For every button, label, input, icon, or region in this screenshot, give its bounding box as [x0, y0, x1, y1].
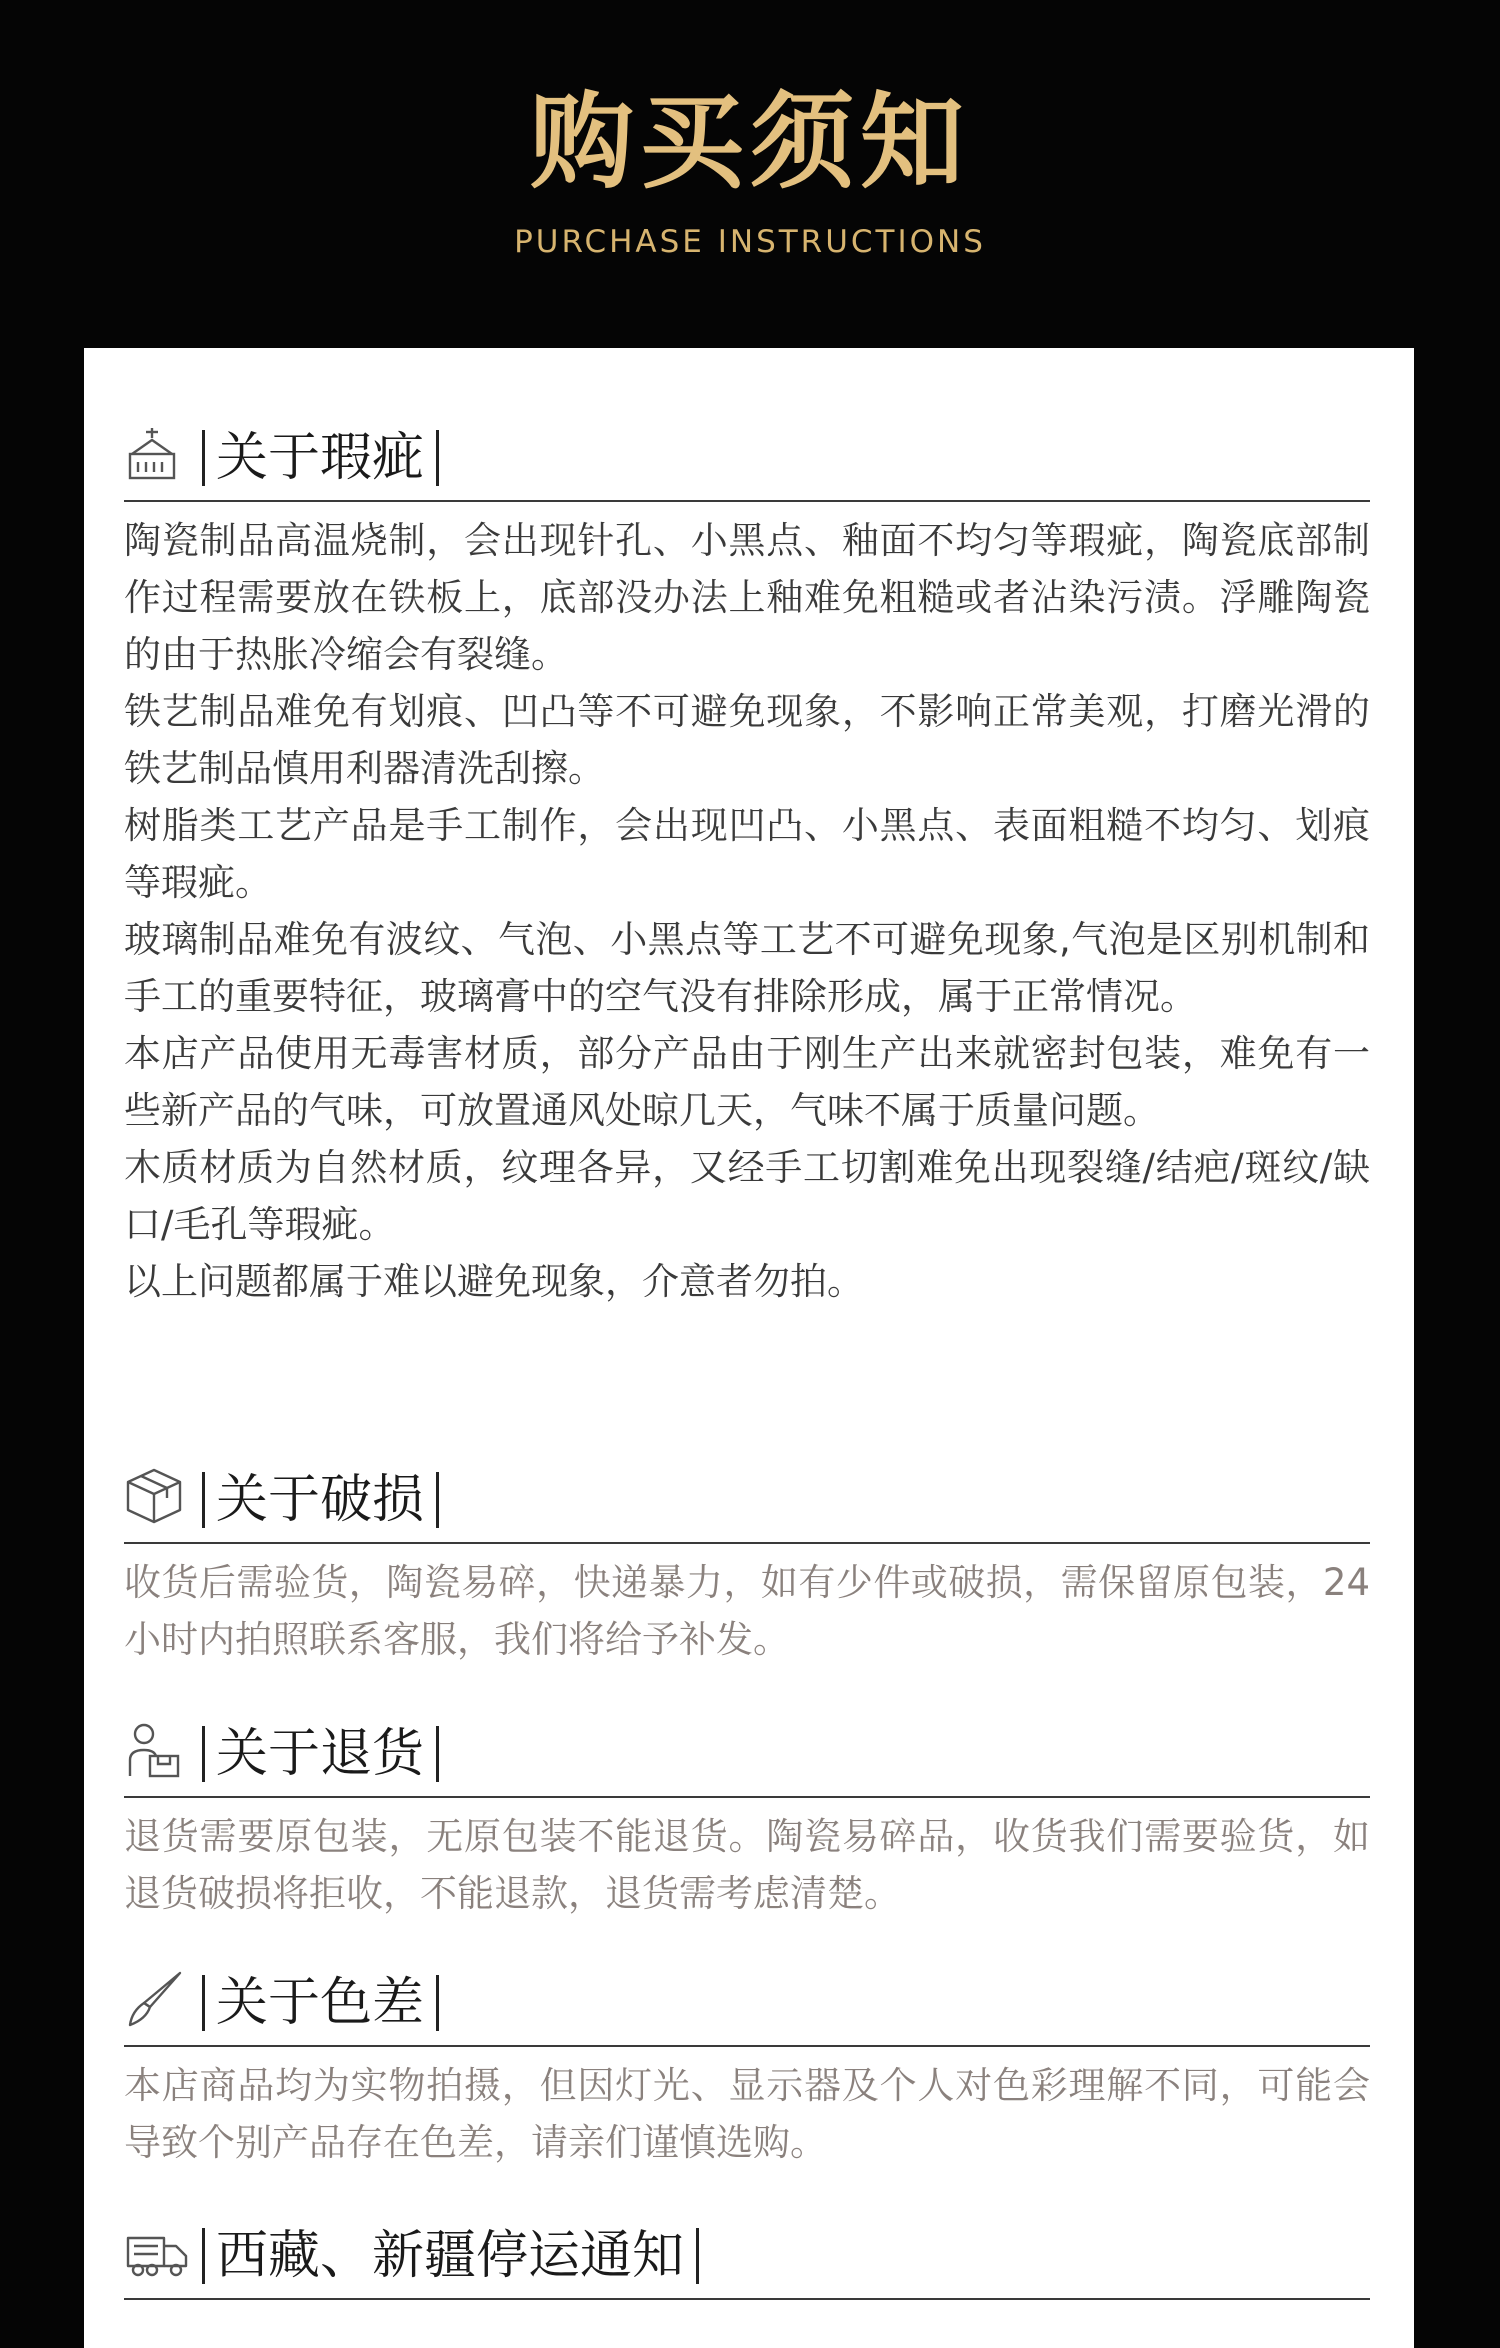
page-subtitle: PURCHASE INSTRUCTIONS: [514, 224, 986, 260]
section-underline: [124, 1542, 1370, 1544]
section-header: [124, 1702, 1370, 1798]
title-divider: [202, 430, 205, 486]
paragraph: 玻璃制品难免有波纹、气泡、小黑点等工艺不可避免现象,气泡是区别机制和手工的重要特征，玻璃膏中的空气没有排除形成，属于正常情况。: [124, 918, 1370, 1018]
section-title: 关于色差: [216, 1973, 425, 2033]
section-damage: [124, 1448, 1370, 1668]
return-icon: [124, 1720, 190, 1784]
title-divider: [696, 2228, 699, 2284]
section-title: 关于退货: [216, 1724, 425, 1784]
section-header: [124, 1448, 1370, 1544]
paragraph: 本店商品均为实物拍摄，但因灯光、显示器及个人对色彩理解不同，可能会导致个别产品存在色差，请亲们谨慎选购。: [124, 2064, 1370, 2164]
page-header: [0, 0, 1500, 348]
paragraph: 树脂类工艺产品是手工制作，会出现凹凸、小黑点、表面粗糙不均匀、划痕等瑕疵。: [124, 804, 1370, 904]
brush-icon: [124, 1969, 190, 2033]
instructions-card: [84, 348, 1414, 2348]
box-icon: [124, 1466, 190, 1530]
section-underline: [124, 2298, 1370, 2300]
paragraph: 退货需要原包装，无原包装不能退货。陶瓷易碎品，收货我们需要验货，如退货破损将拒收，不能退款，退货需考虑清楚。: [124, 1815, 1370, 1915]
title-divider: [436, 1726, 439, 1782]
title-divider: [436, 1975, 439, 2031]
section-underline: [124, 2045, 1370, 2047]
section-header: [124, 406, 1370, 502]
title-divider: [202, 1472, 205, 1528]
title-divider: [436, 430, 439, 486]
section-header: [124, 2204, 1370, 2300]
truck-icon: [124, 2222, 190, 2286]
factory-icon: [124, 424, 190, 488]
section-shipping-notice: [124, 2204, 1370, 2300]
title-divider: [202, 1975, 205, 2031]
paragraph: 收货后需验货，陶瓷易碎，快递暴力，如有少件或破损，需保留原包装，24小时内拍照联系客服，我们将给予补发。: [124, 1561, 1370, 1661]
title-divider: [202, 1726, 205, 1782]
section-underline: [124, 1796, 1370, 1798]
section-body: [124, 1808, 1370, 1922]
title-divider: [436, 1472, 439, 1528]
section-header: [124, 1951, 1370, 2047]
section-body: [124, 2057, 1370, 2171]
paragraph: 铁艺制品难免有划痕、凹凸等不可避免现象，不影响正常美观，打磨光滑的铁艺制品慎用利器清洗刮擦。: [124, 690, 1370, 790]
paragraph: 本店产品使用无毒害材质，部分产品由于刚生产出来就密封包装，难免有一些新产品的气味，可放置通风处晾几天，气味不属于质量问题。: [124, 1032, 1370, 1132]
section-title: 西藏、新疆停运通知: [216, 2226, 685, 2286]
paragraph: 陶瓷制品高温烧制，会出现针孔、小黑点、釉面不均匀等瑕疵，陶瓷底部制作过程需要放在铁板上，底部没办法上釉难免粗糙或者沾染污渍。浮雕陶瓷的由于热胀冷缩会有裂缝。: [124, 519, 1370, 676]
section-body: [124, 512, 1370, 1310]
section-underline: [124, 500, 1370, 502]
section-returns: [124, 1702, 1370, 1922]
section-title: 关于瑕疵: [216, 428, 425, 488]
section-body: [124, 1554, 1370, 1668]
page-title: 购买须知: [529, 80, 970, 203]
section-color-difference: [124, 1951, 1370, 2171]
title-divider: [202, 2228, 205, 2284]
section-title: 关于破损: [216, 1470, 425, 1530]
section-defects: [124, 406, 1370, 1310]
paragraph: 以上问题都属于难以避免现象，介意者勿拍。: [124, 1260, 864, 1303]
paragraph: 木质材质为自然材质，纹理各异，又经手工切割难免出现裂缝/结疤/斑纹/缺口/毛孔等瑕疵。: [124, 1146, 1370, 1246]
